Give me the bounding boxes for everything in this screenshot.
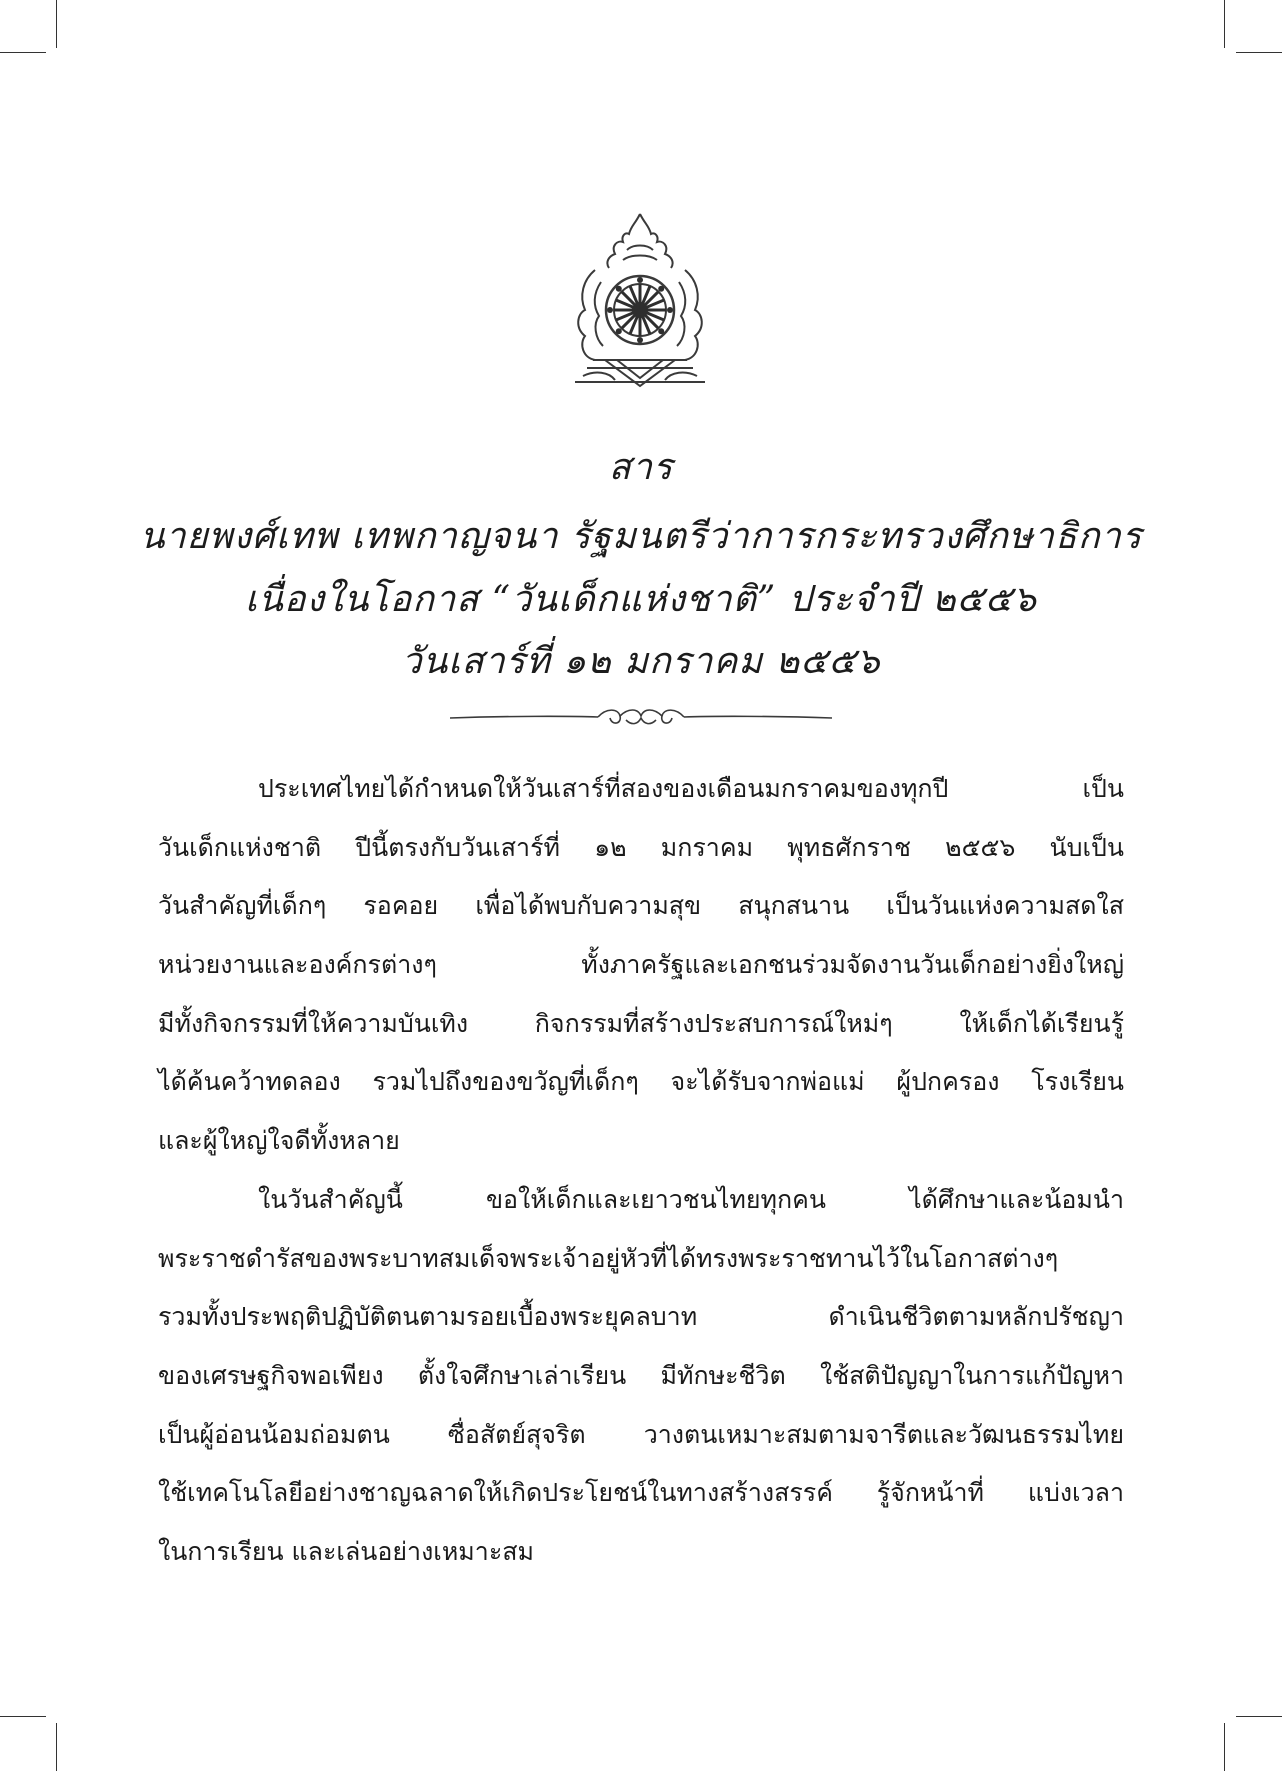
paragraph-line: ใช้เทคโนโลยีอย่างชาญฉลาดให้เกิดประโยชน์ในทางสร้างสรรค์ รู้จักหน้าที่ แบ่งเวลา	[158, 1478, 1124, 1508]
crop-mark-bottom-left-h	[0, 1716, 46, 1717]
paragraph-line: วันสำคัญที่เด็กๆ รอคอย เพื่อได้พบกับความสุข สนุกสนาน เป็นวันแห่งความสดใส	[158, 891, 1124, 921]
paragraph-2	[158, 1171, 1124, 1582]
ministry-emblem-icon	[565, 210, 715, 392]
paragraph-line: มีทั้งกิจกรรมที่ให้ความบันเทิง กิจกรรมที่สร้างประสบการณ์ใหม่ๆ ให้เด็กได้เรียนรู้	[158, 1008, 1124, 1038]
paragraph-line: ของเศรษฐกิจพอเพียง ตั้งใจศึกษาเล่าเรียน มีทักษะชีวิต ใช้สติปัญญาในการแก้ปัญหา	[158, 1360, 1124, 1390]
paragraph-line: รวมทั้งประพฤติปฏิบัติตนตามรอยเบื้องพระยุคลบาท ดำเนินชีวิตตามหลักปรัชญา	[158, 1302, 1124, 1332]
crop-mark-top-right	[1224, 0, 1225, 48]
paragraph-line: หน่วยงานและองค์กรต่างๆ ทั้งภาครัฐและเอกชนร่วมจัดงานวันเด็กอย่างยิ่งใหญ่	[158, 950, 1124, 980]
paragraph-line: เป็นผู้อ่อนน้อมถ่อมตน ซื่อสัตย์สุจริต วางตนเหมาะสมตามจารีตและวัฒนธรรมไทย	[158, 1419, 1124, 1449]
paragraph-line: ในวันสำคัญนี้ ขอให้เด็กและเยาวชนไทยทุกคน ได้ศึกษาและน้อมนำ	[258, 1184, 1124, 1214]
crop-mark-top-left-h	[0, 52, 46, 53]
minister-name-line: นายพงศ์เทพ เทพกาญจนา รัฐมนตรีว่าการกระทรวงศึกษาธิการ	[139, 516, 1143, 557]
occasion-line: เนื่องในโอกาส “วันเด็กแห่งชาติ” ประจำปี ๒๕๕๖	[245, 579, 1037, 620]
crop-mark-top-left	[56, 0, 57, 48]
paragraph-line: และผู้ใหญ่ใจดีทั้งหลาย	[158, 1126, 400, 1156]
date-line: วันเสาร์ที่ ๑๒ มกราคม ๒๕๕๖	[401, 641, 881, 682]
message-body	[158, 760, 1124, 1582]
crop-mark-top-right-h	[1236, 52, 1282, 53]
paragraph-line: ประเทศไทยได้กำหนดให้วันเสาร์ที่สองของเดือนมกราคมของทุกปี เป็น	[258, 774, 1124, 803]
paragraph-line: ในการเรียน และเล่นอย่างเหมาะสม	[158, 1536, 534, 1566]
crop-mark-bottom-right-h	[1236, 1716, 1282, 1717]
paragraph-1	[158, 760, 1124, 1171]
paragraph-line: วันเด็กแห่งชาติ ปีนี้ตรงกับวันเสาร์ที่ ๑๒ มกราคม พุทธศักราช ๒๕๕๖ นับเป็น	[158, 832, 1124, 862]
crop-mark-bottom-left	[56, 1723, 57, 1771]
ornament-divider-icon	[448, 704, 834, 730]
paragraph-line: พระราชดำรัสของพระบาทสมเด็จพระเจ้าอยู่หัวที่ได้ทรงพระราชทานไว้ในโอกาสต่างๆ	[158, 1243, 1059, 1273]
message-title: สาร	[608, 447, 674, 488]
crop-mark-bottom-right	[1224, 1723, 1225, 1771]
paragraph-line: ได้ค้นคว้าทดลอง รวมไปถึงของขวัญที่เด็กๆ จะได้รับจากพ่อแม่ ผู้ปกครอง โรงเรียน	[158, 1067, 1124, 1097]
